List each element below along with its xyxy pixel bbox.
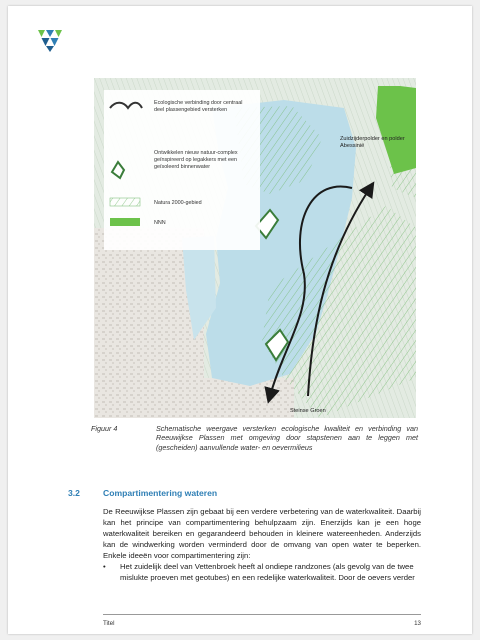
legend-item-ecological-connection: Ecologische verbinding door centraal deel plassengebied versterken xyxy=(154,100,243,113)
footer-divider xyxy=(103,614,421,615)
footer-title: Titel xyxy=(103,620,115,627)
page-number: 13 xyxy=(414,620,421,627)
section-title: Compartimentering wateren xyxy=(103,488,218,498)
figure-number: Figuur 4 xyxy=(91,424,118,433)
legend-item-nature-complex: Ontwikkelen nieuw natuur-complex geïnspireerd op legakkers met een geïsoleerd binnenwater xyxy=(154,150,238,170)
organization-logo xyxy=(36,24,64,52)
document-page xyxy=(8,6,472,634)
figure-caption: Schematische weergave versterken ecologische kwaliteit en verbinding van Reeuwijkse Plassen met omgeving door stapstenen aan te leggen met (gescheiden) aanvullende water- en oevermilieus xyxy=(156,424,418,452)
legend-item-natura2000: Natura 2000-gebied xyxy=(154,200,202,206)
map-label-zuidzijderpolder: Zuidzijderpolder en polder Abessinië xyxy=(340,136,405,149)
map-label-steinse-groen: Steinse Groen xyxy=(290,408,326,414)
section-number: 3.2 xyxy=(68,488,80,498)
bullet-marker: • xyxy=(103,562,106,571)
figure-map xyxy=(94,78,416,418)
section-paragraph: De Reeuwijkse Plassen zijn gebaat bij een verdere verbetering van de waterkwaliteit. Daarbij kan het principe van compartimentering behulpzaam zijn. Enerzijds kan je een hoge waterkwaliteit bereiken en gegarandeerd behouden in kleinere watereenheden. Anderzijds kan de windwerking worden verminderd door de omvang van open water te beperken. Enkele ideeën voor compartimentering zijn: xyxy=(103,507,421,561)
bullet-text: Het zuidelijk deel van Vettenbroek heeft al ondiepe randzones (als gevolg van de twee mislukte proeven met geotubes) en een redelijke waterkwaliteit. Door de oevers verder xyxy=(120,562,415,583)
map-canvas xyxy=(94,78,416,418)
legend-item-nnn: NNN xyxy=(154,220,166,226)
